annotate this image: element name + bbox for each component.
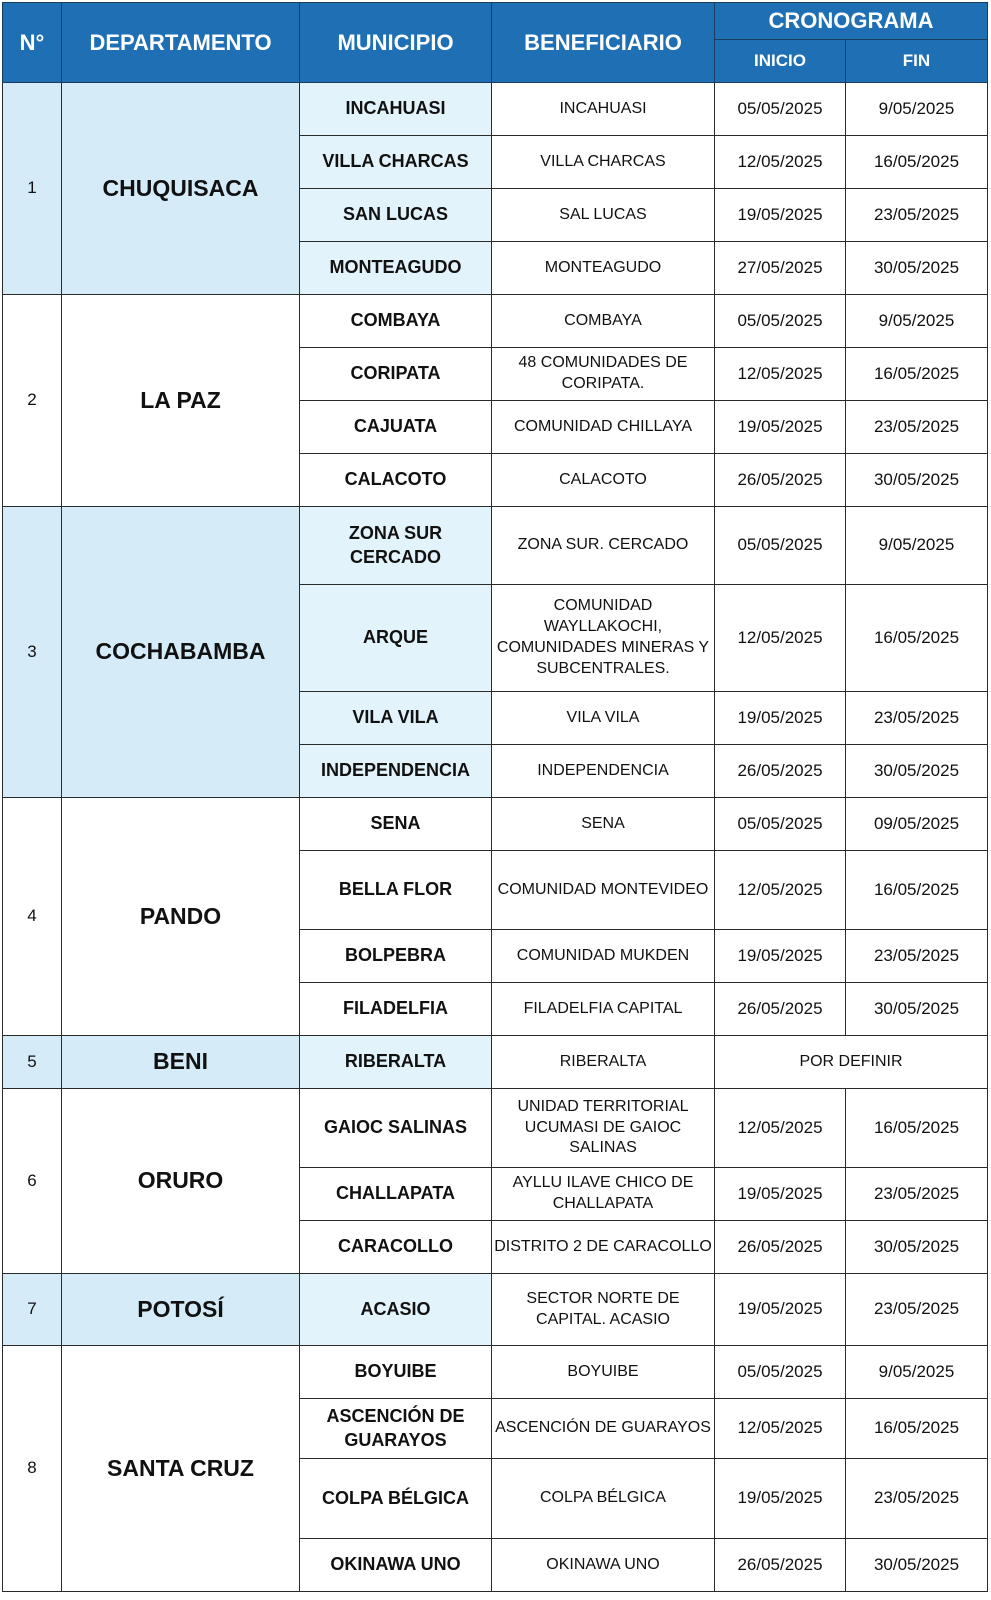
municipio-cell: VILA VILA (300, 692, 492, 745)
municipio-cell: SENA (300, 798, 492, 851)
end-date: 9/05/2025 (846, 1346, 988, 1399)
beneficiario-cell: COMUNIDAD MONTEVIDEO (492, 851, 715, 930)
start-date: 19/05/2025 (715, 692, 846, 745)
start-date: 19/05/2025 (715, 1274, 846, 1346)
municipio-cell: INCAHUASI (300, 83, 492, 136)
start-date: 19/05/2025 (715, 189, 846, 242)
beneficiario-cell: COLPA BÉLGICA (492, 1459, 715, 1539)
municipio-cell: CARACOLLO (300, 1221, 492, 1274)
start-date: 26/05/2025 (715, 745, 846, 798)
beneficiario-cell: INDEPENDENCIA (492, 745, 715, 798)
beneficiario-cell: BOYUIBE (492, 1346, 715, 1399)
beneficiario-cell: SENA (492, 798, 715, 851)
row-number: 4 (3, 798, 62, 1036)
table-row (3, 1089, 988, 1168)
municipio-cell: CAJUATA (300, 401, 492, 454)
header-municipio: MUNICIPIO (300, 3, 492, 83)
end-date: 30/05/2025 (846, 242, 988, 295)
end-date: 23/05/2025 (846, 1274, 988, 1346)
beneficiario-cell: UNIDAD TERRITORIAL UCUMASI DE GAIOC SALINAS (492, 1089, 715, 1168)
department-name: LA PAZ (62, 295, 300, 507)
start-date: 05/05/2025 (715, 295, 846, 348)
department-name: POTOSÍ (62, 1274, 300, 1346)
municipio-cell: ARQUE (300, 585, 492, 692)
table-header (3, 3, 988, 83)
start-date: 19/05/2025 (715, 401, 846, 454)
end-date: 09/05/2025 (846, 798, 988, 851)
start-date: 12/05/2025 (715, 348, 846, 401)
end-date: 30/05/2025 (846, 1221, 988, 1274)
end-date: 9/05/2025 (846, 507, 988, 585)
municipio-cell: BOYUIBE (300, 1346, 492, 1399)
schedule-table (2, 2, 988, 1592)
department-name: PANDO (62, 798, 300, 1036)
beneficiario-cell: CALACOTO (492, 454, 715, 507)
table-row (3, 507, 988, 585)
end-date: 30/05/2025 (846, 983, 988, 1036)
municipio-cell: CALACOTO (300, 454, 492, 507)
start-date: 05/05/2025 (715, 1346, 846, 1399)
municipio-cell: SAN LUCAS (300, 189, 492, 242)
start-date: 12/05/2025 (715, 136, 846, 189)
start-date: 05/05/2025 (715, 507, 846, 585)
beneficiario-cell: SECTOR NORTE DE CAPITAL. ACASIO (492, 1274, 715, 1346)
beneficiario-cell: COMUNIDAD WAYLLAKOCHI, COMUNIDADES MINERAS Y SUBCENTRALES. (492, 585, 715, 692)
beneficiario-cell: FILADELFIA CAPITAL (492, 983, 715, 1036)
end-date: 16/05/2025 (846, 348, 988, 401)
end-date: 30/05/2025 (846, 745, 988, 798)
header-num: N° (3, 3, 62, 83)
header-beneficiario: BENEFICIARIO (492, 3, 715, 83)
end-date: 23/05/2025 (846, 1459, 988, 1539)
table-row (3, 1346, 988, 1399)
table-body (3, 83, 988, 1592)
header-fin: FIN (846, 40, 988, 83)
municipio-cell: MONTEAGUDO (300, 242, 492, 295)
municipio-cell: CORIPATA (300, 348, 492, 401)
department-name: SANTA CRUZ (62, 1346, 300, 1592)
start-date: 19/05/2025 (715, 930, 846, 983)
start-date: 26/05/2025 (715, 454, 846, 507)
municipio-cell: OKINAWA UNO (300, 1539, 492, 1592)
start-date: 19/05/2025 (715, 1459, 846, 1539)
row-number: 8 (3, 1346, 62, 1592)
municipio-cell: VILLA CHARCAS (300, 136, 492, 189)
start-date: 05/05/2025 (715, 83, 846, 136)
start-date: 12/05/2025 (715, 851, 846, 930)
end-date: 9/05/2025 (846, 295, 988, 348)
start-date: 05/05/2025 (715, 798, 846, 851)
beneficiario-cell: MONTEAGUDO (492, 242, 715, 295)
end-date: 16/05/2025 (846, 585, 988, 692)
beneficiario-cell: SAL LUCAS (492, 189, 715, 242)
start-date: 26/05/2025 (715, 1539, 846, 1592)
beneficiario-cell: OKINAWA UNO (492, 1539, 715, 1592)
beneficiario-cell: INCAHUASI (492, 83, 715, 136)
row-number: 5 (3, 1036, 62, 1089)
beneficiario-cell: ZONA SUR. CERCADO (492, 507, 715, 585)
end-date: 16/05/2025 (846, 851, 988, 930)
department-name: BENI (62, 1036, 300, 1089)
end-date: 23/05/2025 (846, 930, 988, 983)
municipio-cell: ACASIO (300, 1274, 492, 1346)
department-name: ORURO (62, 1089, 300, 1274)
municipio-cell: ASCENCIÓN DE GUARAYOS (300, 1399, 492, 1459)
end-date: 30/05/2025 (846, 1539, 988, 1592)
header-cronograma: CRONOGRAMA (715, 3, 988, 40)
row-number: 2 (3, 295, 62, 507)
beneficiario-cell: ASCENCIÓN DE GUARAYOS (492, 1399, 715, 1459)
end-date: 23/05/2025 (846, 1168, 988, 1221)
beneficiario-cell: COMBAYA (492, 295, 715, 348)
beneficiario-cell: 48 COMUNIDADES DE CORIPATA. (492, 348, 715, 401)
schedule-pending: POR DEFINIR (715, 1036, 988, 1089)
beneficiario-cell: COMUNIDAD CHILLAYA (492, 401, 715, 454)
municipio-cell: ZONA SUR CERCADO (300, 507, 492, 585)
table-row (3, 83, 988, 136)
row-number: 7 (3, 1274, 62, 1346)
beneficiario-cell: VILLA CHARCAS (492, 136, 715, 189)
municipio-cell: COLPA BÉLGICA (300, 1459, 492, 1539)
start-date: 26/05/2025 (715, 983, 846, 1036)
municipio-cell: BOLPEBRA (300, 930, 492, 983)
end-date: 30/05/2025 (846, 454, 988, 507)
start-date: 19/05/2025 (715, 1168, 846, 1221)
end-date: 16/05/2025 (846, 136, 988, 189)
department-name: COCHABAMBA (62, 507, 300, 798)
table-row (3, 295, 988, 348)
end-date: 23/05/2025 (846, 189, 988, 242)
end-date: 16/05/2025 (846, 1089, 988, 1168)
row-number: 1 (3, 83, 62, 295)
municipio-cell: INDEPENDENCIA (300, 745, 492, 798)
start-date: 12/05/2025 (715, 1089, 846, 1168)
start-date: 27/05/2025 (715, 242, 846, 295)
end-date: 23/05/2025 (846, 692, 988, 745)
beneficiario-cell: RIBERALTA (492, 1036, 715, 1089)
row-number: 6 (3, 1089, 62, 1274)
municipio-cell: CHALLAPATA (300, 1168, 492, 1221)
row-number: 3 (3, 507, 62, 798)
department-name: CHUQUISACA (62, 83, 300, 295)
start-date: 12/05/2025 (715, 1399, 846, 1459)
municipio-cell: FILADELFIA (300, 983, 492, 1036)
table-row (3, 1036, 988, 1089)
end-date: 9/05/2025 (846, 83, 988, 136)
end-date: 23/05/2025 (846, 401, 988, 454)
header-departamento: DEPARTAMENTO (62, 3, 300, 83)
end-date: 16/05/2025 (846, 1399, 988, 1459)
table-row (3, 1274, 988, 1346)
municipio-cell: GAIOC SALINAS (300, 1089, 492, 1168)
header-inicio: INICIO (715, 40, 846, 83)
start-date: 12/05/2025 (715, 585, 846, 692)
beneficiario-cell: COMUNIDAD MUKDEN (492, 930, 715, 983)
beneficiario-cell: DISTRITO 2 DE CARACOLLO (492, 1221, 715, 1274)
municipio-cell: COMBAYA (300, 295, 492, 348)
municipio-cell: BELLA FLOR (300, 851, 492, 930)
table-row (3, 798, 988, 851)
beneficiario-cell: VILA VILA (492, 692, 715, 745)
beneficiario-cell: AYLLU ILAVE CHICO DE CHALLAPATA (492, 1168, 715, 1221)
start-date: 26/05/2025 (715, 1221, 846, 1274)
municipio-cell: RIBERALTA (300, 1036, 492, 1089)
